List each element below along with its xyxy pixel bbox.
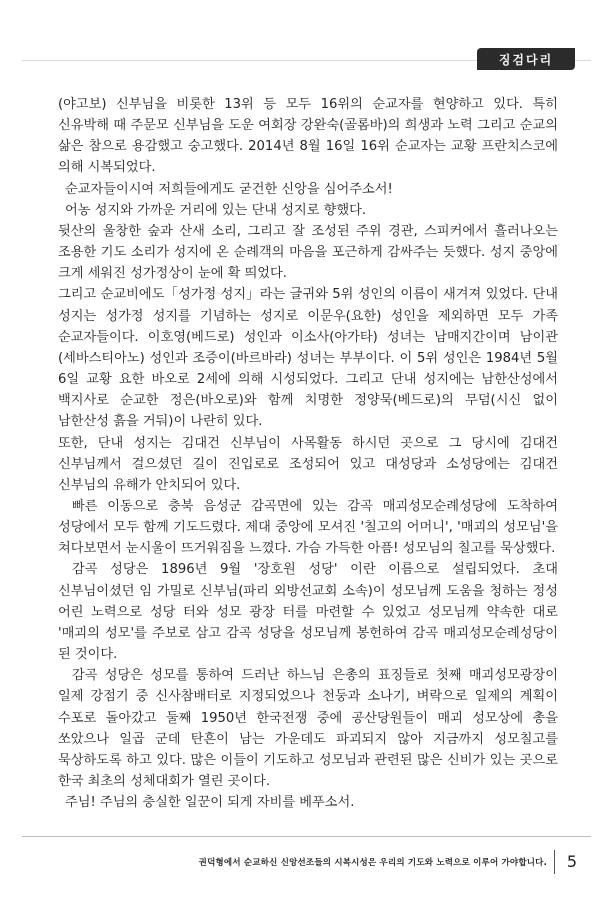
paragraph: 감곡 성당은 1896년 9월 '장호원 성당' 이란 이름으로 설립되었다. 초대 신부님이셨던 임 가밀로 신부님(파리 외방선교회 소속)이 성모님께 도움을 청하는 정성 어린 노력으로 성당 터와 성모 광장 터를 마련할 수 있었고 성모님께 약속한 대로 '매괴의 성모'를 주보로 삼고 감곡 성당을 성모님께 봉헌하여 감곡 매괴성모순례성당이 된 것이다. bbox=[58, 562, 558, 663]
paragraph: (야고보) 신부님을 비롯한 13위 등 모두 16위의 순교자를 현양하고 있다. 특히 신유박해 때 주문모 신부님을 도운 여회장 강완숙(골롬바)의 희생과 노력 그리고 순교의 삶은 참으로 용감했고 숭고했다. 2014년 8월 16일 16위 순교자는 교황 프란치스코에 의해 시복되었다. bbox=[58, 97, 558, 176]
paragraph: 주님! 주님의 충실한 일꾼이 되게 자비를 베푸소서. bbox=[65, 795, 355, 811]
paragraph: 뒷산의 울창한 숲과 산새 소리, 그리고 잘 조성된 주위 경관, 스피커에서 흘러나오는 조용한 기도 소리가 성지에 온 순례객의 마음을 포근하게 감싸주는 듯했다. 성지 중앙에 크게 세워진 성가정상이 눈에 확 띄었다. bbox=[58, 223, 558, 282]
article-body bbox=[58, 94, 558, 813]
paragraph: 빠른 이동으로 충북 음성군 감곡면에 있는 감곡 매괴성모순례성당에 도착하여 성당에서 모두 함께 기도드렸다. 제대 중앙에 모셔진 '칠고의 어머니', '매괴의 성모님'을 쳐다보면서 눈시울이 뜨거워짐을 느꼈다. 가슴 가득한 아픔! 성모님의 칠고를 묵상했다. bbox=[58, 498, 558, 557]
paragraph: 감곡 성당은 성모를 통하여 드러난 하느님 은총의 표징들로 첫째 매괴성모광장이 일제 강점기 중 신사참배터로 지정되었으나 천둥과 소나기, 벼락으로 일제의 계획이 수포로 돌아갔고 둘째 1950년 한국전쟁 중에 공산당원들이 매괴 성모상에 총을 쏘았으나 일곱 군데 탄흔이 남는 가운데도 파괴되지 않아 지금까지 성모칠고를 묵상하도록 하고 있다. 많은 이들이 기도하고 성모님과 관련된 많은 신비가 있는 곳으로 한국 최초의 성체대회가 열린 곳이다. bbox=[58, 668, 558, 789]
section-title-tab bbox=[477, 48, 575, 70]
footer-motto: 권덕형에서 순교하신 신앙선조들의 시복시성은 우리의 기도와 노력으로 이루어 가야합니다. bbox=[198, 858, 547, 868]
page-number: 5 bbox=[566, 852, 577, 871]
paragraph: 또한, 단내 성지는 김대건 신부님이 사목활동 하시던 곳으로 그 당시에 김대건 신부님께서 걸으셨던 길이 진입로로 조성되어 있고 대성당과 소성당에는 김대건 신부님의 유해가 안치되어 있다. bbox=[58, 435, 558, 493]
paragraph: 그리고 순교비에도「성가정 성지」라는 글귀와 5위 성인의 이름이 새겨져 있었다. 단내 성지는 성가정 성지를 기념하는 성지로 이문우(요한) 성인을 제외하면 모두 가족 순교자들이다. 이호영(베드로) 성인과 이소사(아가타) 성녀는 남매지간이며 남이관(세바스티아노) 성인과 조증이(바르바라) 성녀는 부부이다. 이 5위 성인은 1984년 5월 6일 교황 요한 바오로 2세에 의해 시성되었다. 그리고 단내 성지에는 남한산성에서 백지사로 순교한 정은(바오로)와 함께 치명한 정양묵(베드로)의 무덤(시신 없이 남한산성 흙을 거둬)이 나란히 있다. bbox=[58, 287, 558, 430]
paragraph: 어농 성지와 가까운 거리에 있는 단내 성지로 향했다. bbox=[65, 202, 367, 218]
section-title: 징검다리 bbox=[498, 52, 554, 67]
paragraph: 순교자들이시여 저희들에게도 굳건한 신앙을 심어주소서! bbox=[65, 181, 393, 197]
footer-divider bbox=[554, 850, 555, 874]
footer-rule bbox=[22, 836, 591, 837]
